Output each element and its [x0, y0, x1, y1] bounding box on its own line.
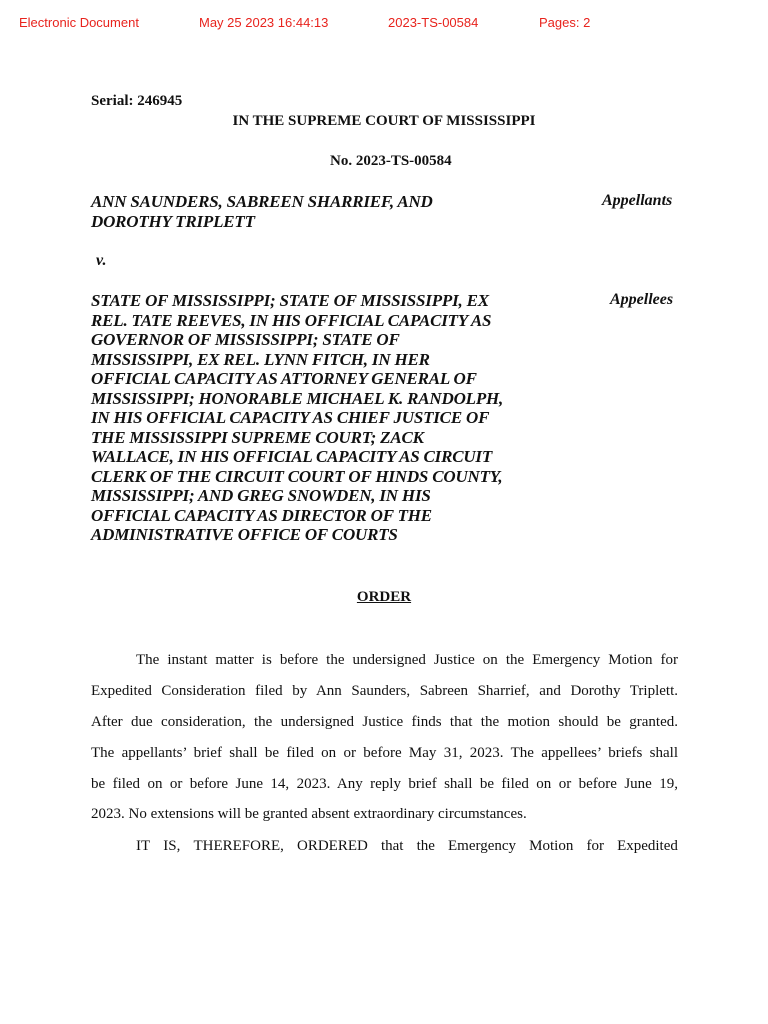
appellants-names — [91, 192, 433, 231]
paragraph-line: The instant matter is before the undersigned Justice on the Emergency Motion for — [136, 652, 678, 668]
word: IS, — [163, 838, 181, 854]
appellees-line: STATE OF MISSISSIPPI; STATE OF MISSISSIPPI, EX — [91, 291, 489, 310]
paragraph-2-line — [91, 831, 678, 862]
appellants-role: Appellants — [602, 192, 673, 209]
order-title: ORDER — [356, 589, 412, 605]
word: ORDERED — [297, 838, 368, 854]
word: that — [380, 838, 404, 854]
word: Expedited — [617, 838, 678, 854]
court-heading: IN THE SUPREME COURT OF MISSISSIPPI — [232, 113, 536, 129]
appellees-line: THE MISSISSIPPI SUPREME COURT; ZACK — [91, 427, 424, 447]
appellees-line: MISSISSIPPI, EX REL. LYNN FITCH, IN HER — [91, 349, 430, 369]
case-number: No. 2023-TS-00584 — [330, 153, 452, 169]
appellees-line: CLERK OF THE CIRCUIT COURT OF HINDS COUNTY, — [91, 466, 503, 486]
word: Motion — [529, 838, 574, 854]
appellees-line: MISSISSIPPI; AND GREG SNOWDEN, IN HIS — [91, 486, 431, 505]
word: the — [416, 838, 435, 854]
filing-timestamp: May 25 2023 16:44:13 — [199, 15, 329, 30]
header-case-number: 2023-TS-00584 — [388, 15, 479, 30]
paragraph-line: The appellants’ brief shall be filed on or before May 31, 2023. The appellees’ briefs shall — [91, 744, 678, 761]
electronic-document-label: Electronic Document — [19, 15, 139, 30]
appellants-line: DOROTHY TRIPLETT — [91, 211, 255, 231]
appellees-line: WALLACE, IN HIS OFFICIAL CAPACITY AS CIRCUIT — [91, 447, 493, 466]
order-paragraph-2 — [91, 831, 678, 862]
serial-number: Serial: 246945 — [91, 93, 183, 109]
appellees-line: GOVERNOR OF MISSISSIPPI; STATE OF — [91, 330, 400, 349]
appellees-line: REL. TATE REEVES, IN HIS OFFICIAL CAPACITY AS — [91, 310, 492, 330]
paragraph-line: be filed on or before June 14, 2023. Any reply brief shall be filed on or before June 19, — [91, 775, 678, 792]
paragraph-line: 2023. No extensions will be granted absent extraordinary circumstances. — [91, 806, 527, 823]
order-paragraph-1 — [91, 645, 678, 830]
appellees-role: Appellees — [610, 291, 674, 308]
versus-label: v. — [96, 252, 107, 269]
page-count: Pages: 2 — [539, 15, 591, 30]
appellees-line: OFFICIAL CAPACITY AS ATTORNEY GENERAL OF — [91, 369, 477, 388]
appellees-line: OFFICIAL CAPACITY AS DIRECTOR OF THE — [91, 505, 432, 525]
paragraph-line: After due consideration, the undersigned Justice finds that the motion should be granted. — [91, 713, 678, 730]
word: THEREFORE, — [193, 838, 284, 854]
appellees-line: ADMINISTRATIVE OFFICE OF COURTS — [91, 525, 398, 544]
word: Emergency — [448, 838, 517, 854]
paragraph-line: Expedited Consideration filed by Ann Saunders, Sabreen Sharrief, and Dorothy Triplett. — [91, 682, 678, 699]
appellants-line: ANN SAUNDERS, SABREEN SHARRIEF, AND — [91, 192, 433, 211]
appellees-line: IN HIS OFFICIAL CAPACITY AS CHIEF JUSTICE OF — [91, 408, 490, 427]
word: IT — [136, 838, 151, 854]
appellees-line: MISSISSIPPI; HONORABLE MICHAEL K. RANDOLPH, — [91, 388, 504, 408]
word: for — [586, 838, 604, 854]
appellees-names — [91, 291, 503, 545]
